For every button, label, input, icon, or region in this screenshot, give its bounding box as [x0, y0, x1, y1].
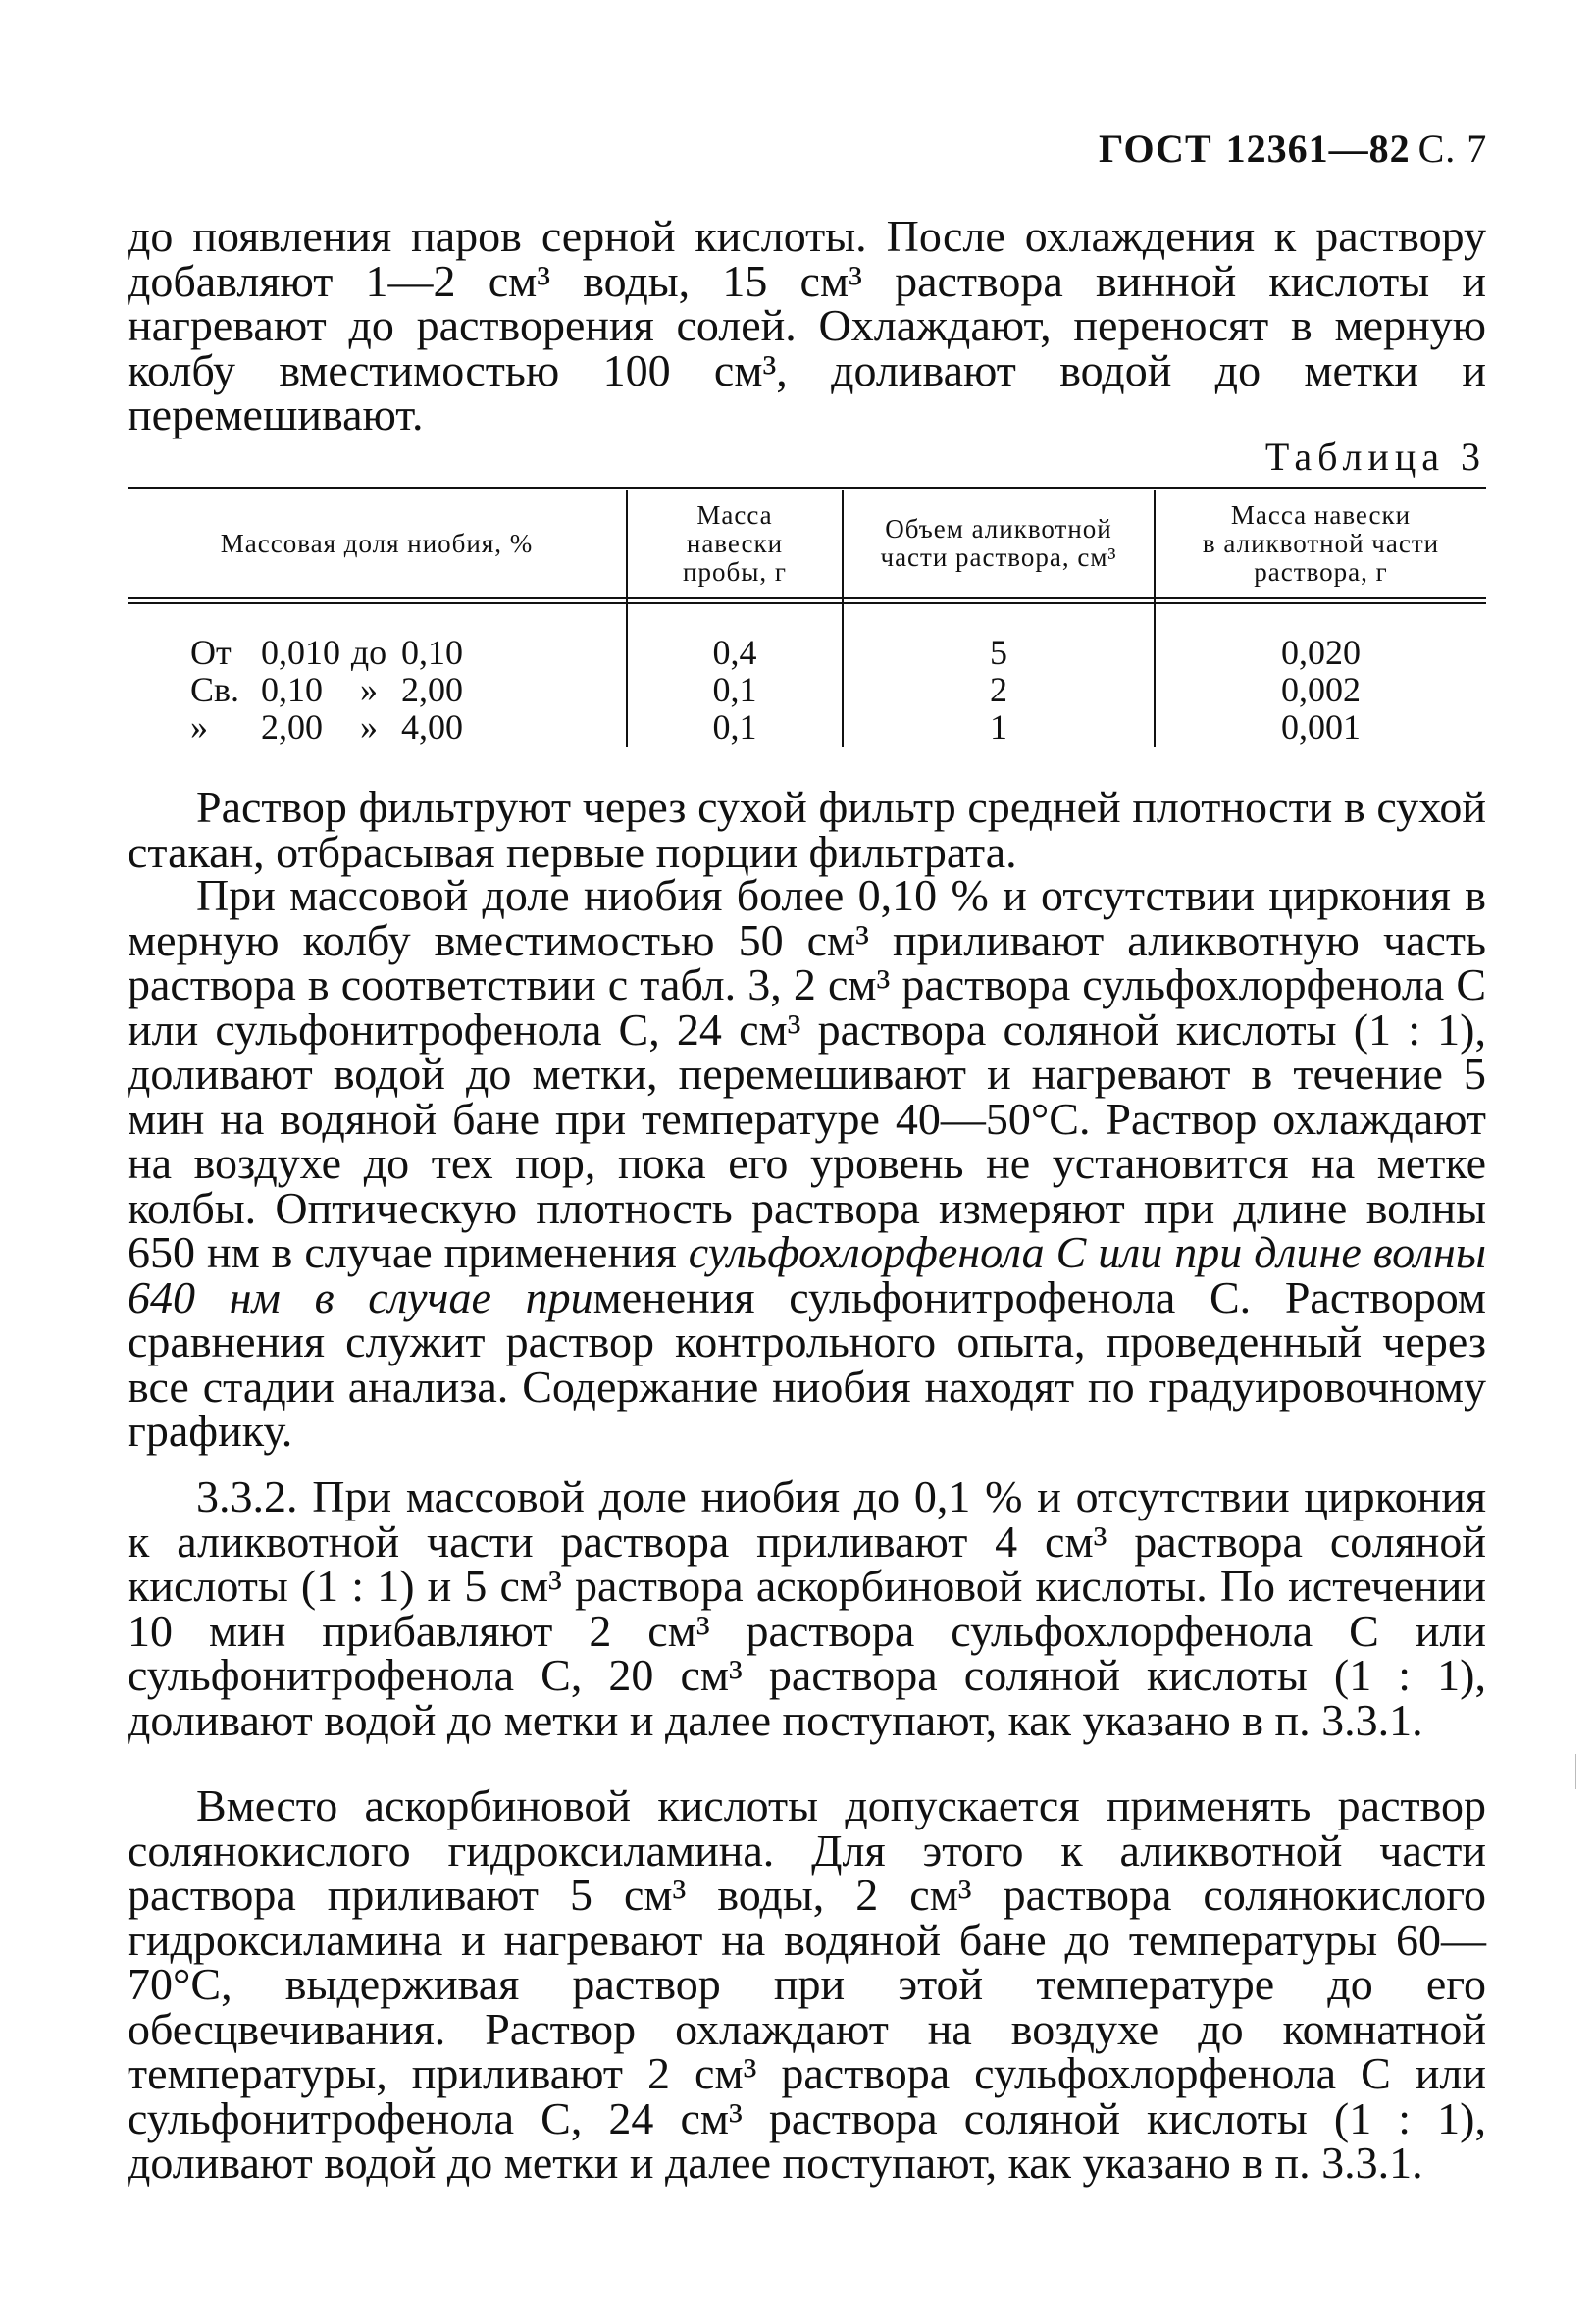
- table-column-sample-mass: [628, 634, 842, 746]
- table-cell: 0,1: [712, 707, 757, 747]
- header-line: в аликвотной части: [1202, 528, 1440, 558]
- table-row: [190, 634, 583, 671]
- table-column-range: [190, 634, 583, 746]
- procedure-text-end: менения сульфонитрофенола С. Раствором сравнения служит раствор контрольного опыта, проведенный через все стадии анализа. Содержание ниобия находят по градуировочному графику.: [128, 1271, 1486, 1456]
- range-separator: »: [360, 670, 378, 709]
- table-header-aliquot-volume: [844, 492, 1154, 594]
- range-separator: »: [360, 707, 378, 747]
- table-caption: Таблица 3: [1264, 435, 1486, 479]
- table-cell: 0,020: [1281, 633, 1361, 672]
- range-to: 2,00: [401, 670, 463, 709]
- range-prefix: »: [190, 707, 208, 747]
- table-cell: 5: [990, 633, 1007, 672]
- paragraph-alternative: Вместо аскорбиновой кислоты допускается применять раствор солянокислого гидроксиламина. Для этого к аликвотной части раствора приливают 5 см³ воды, 2 см³ раствора солянокислого гидроксиламина и нагревают на водяной бане до температуры 60—70°С, выдерживая раствор при этой температуре до его обесцвечивания. Раствор охлаждают на воздухе до комнатной температуры, приливают 2 см³ раствора сульфохлорфенола С или сульфонитрофенола С, 24 см³ раствора соляной кислоты (1 : 1), доливают водой до метки и далее поступают, как указано в п. 3.3.1.: [128, 1780, 1486, 2188]
- paragraph-intro: до появления паров серной кислоты. После охлаждения к раствору добавляют 1—2 см³ воды, 15 см³ раствора винной кислоты и нагревают до растворения солей. Охлаждают, переносят в мерную колбу вместимостью 100 см³, доливают водой до метки и перемешивают.: [128, 211, 1486, 439]
- table-top-rule: [128, 487, 1486, 489]
- header-line: Объем аликвотной: [885, 514, 1112, 543]
- paragraph-filter: Раствор фильтруют через сухой фильтр средней плотности в сухой стакан, отбрасывая первые порции фильтрата.: [128, 782, 1486, 877]
- standard-label: ГОСТ: [1099, 127, 1212, 171]
- procedure-italic-text: сульфохлорфенола С или при длине волны 640 нм в случае при: [128, 1227, 1486, 1322]
- range-prefix: Св.: [190, 670, 240, 709]
- paragraph-section-3-3-2: 3.3.2. При массовой доле ниобия до 0,1 % и отсутствии циркония к аликвотной части раствора приливают 4 см³ раствора соляной кислоты (1 : 1) и 5 см³ раствора аскорбиновой кислоты. По истечении 10 мин прибавляют 2 см³ раствора сульфохлорфенола С или сульфонитрофенола С, 20 см³ раствора соляной кислоты (1 : 1), доливают водой до метки и далее поступают, как указано в п. 3.3.1.: [128, 1471, 1486, 1745]
- table-cell: 1: [990, 707, 1007, 747]
- range-from: 2,00: [261, 707, 323, 747]
- header-line: навески: [686, 528, 784, 558]
- range-to: 0,10: [401, 633, 463, 672]
- table-column-aliquot-mass: [1156, 634, 1486, 746]
- range-from: 0,010: [261, 633, 340, 672]
- range-separator: до: [350, 633, 387, 672]
- page-number: С. 7: [1417, 127, 1488, 171]
- page-header: [1099, 126, 1487, 172]
- table-cell: 0,1: [712, 670, 757, 709]
- header-line: части раствора, см³: [880, 542, 1117, 572]
- range-prefix: От: [190, 633, 232, 672]
- header-line: раствора, г: [1254, 556, 1388, 587]
- header-line: Масса: [696, 499, 773, 530]
- table-header-sample-mass: [628, 492, 842, 594]
- table-header-aliquot-mass: [1156, 492, 1486, 594]
- header-line: пробы, г: [683, 556, 787, 587]
- range-to: 4,00: [401, 707, 463, 747]
- standard-number: 12361—82: [1225, 127, 1411, 171]
- margin-mark: [1575, 1754, 1576, 1789]
- table-cell: 2: [990, 670, 1007, 709]
- table-row: [190, 708, 583, 746]
- niobium-table: [128, 487, 1486, 753]
- table-header-rule-double: [128, 602, 1486, 604]
- range-from: 0,10: [261, 670, 323, 709]
- procedure-text: При массовой доле ниобия более 0,10 % и отсутствии циркония в мерную колбу вместимостью 50 см³ приливают аликвотную часть раствора в соответствии с табл. 3, 2 см³ раствора сульфохлорфенола С или сульфонитрофенола С, 24 см³ раствора соляной кислоты (1 : 1), доливают водой до метки, перемешивают и нагревают в течение 5 мин на водяной бане при температуре 40—50°С. Раствор охлаждают на воздухе до тех пор, пока его уровень не установится на метке колбы. Оптическую плотность раствора измеряют при длине волны 650 нм в случае применения: [128, 870, 1486, 1277]
- header-line: Масса навески: [1230, 499, 1412, 530]
- table-header-rule: [128, 597, 1486, 599]
- table-column-aliquot-volume: [844, 634, 1154, 746]
- table-cell: 0,002: [1281, 670, 1361, 709]
- table-row: [190, 671, 583, 708]
- table-cell: 0,4: [712, 633, 757, 672]
- paragraph-procedure: [128, 870, 1486, 1456]
- table-header-niobium-fraction: Массовая доля ниобия, %: [220, 528, 534, 558]
- table-cell: 0,001: [1281, 707, 1361, 747]
